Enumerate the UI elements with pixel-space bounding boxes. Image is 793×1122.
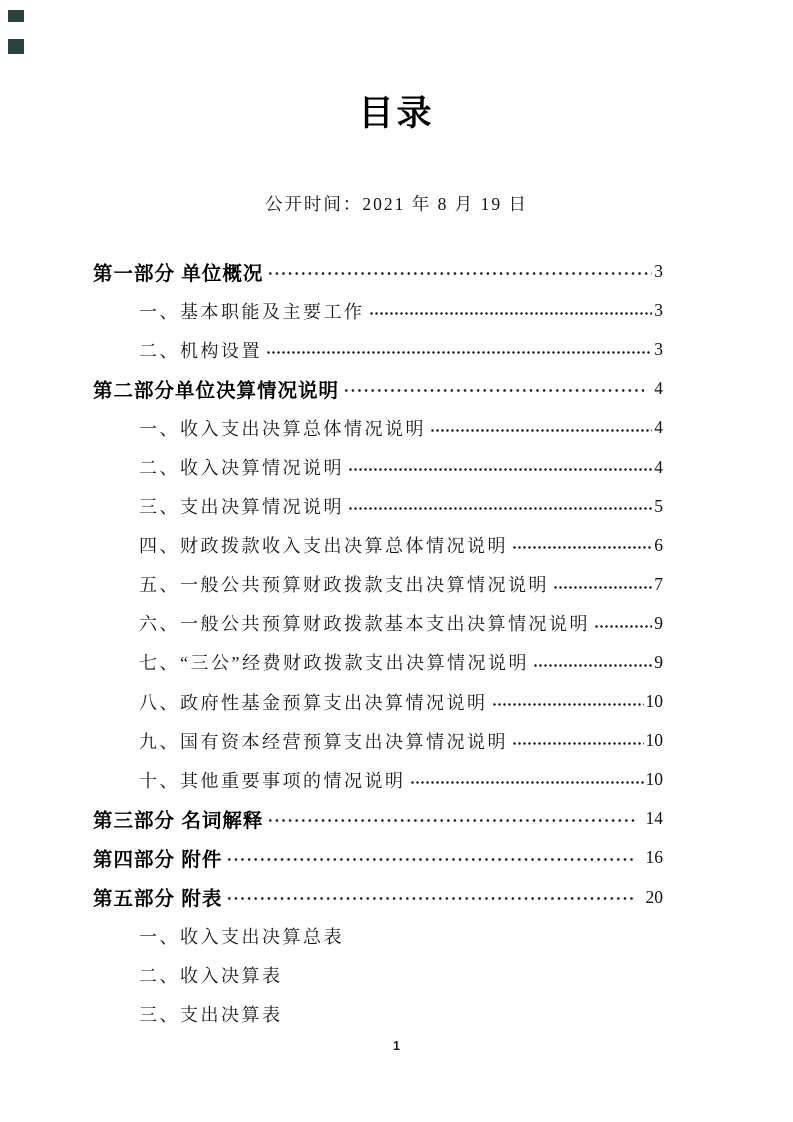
toc-dot-leader <box>593 604 652 643</box>
toc-entry-label: 十、其他重要事项的情况说明 <box>139 770 406 791</box>
toc-entry <box>93 291 663 330</box>
toc-dot-leader <box>532 643 652 682</box>
corner-mark-bottom <box>8 39 24 54</box>
toc-entry-page: 16 <box>645 847 663 868</box>
toc-entry <box>93 330 663 369</box>
toc-dot-leader <box>342 369 644 408</box>
toc-entry-page: 3 <box>654 261 663 282</box>
toc-entry <box>93 604 663 643</box>
toc-entry-label: 第五部分 附表 <box>93 888 223 911</box>
toc-dot-leader <box>347 447 652 486</box>
toc-entry <box>93 252 663 291</box>
toc-entry-page: 9 <box>654 612 663 633</box>
toc-entry-label: 三、支出决算情况说明 <box>139 497 344 518</box>
corner-mark-top <box>8 10 24 22</box>
toc-entry-page: 6 <box>654 534 663 555</box>
publish-date-line: 公开时间：2021 年 8 月 19 日 <box>264 194 529 214</box>
toc-entry-label: 二、收入决算表 <box>139 966 283 987</box>
toc-entry <box>93 447 663 486</box>
toc-dot-leader <box>429 408 652 447</box>
toc-entry-page: 5 <box>654 495 663 516</box>
toc-entry-label: 三、支出决算表 <box>139 1005 283 1026</box>
toc-entry-page: 14 <box>645 808 663 829</box>
toc-entry-page: 4 <box>654 378 663 399</box>
toc-dot-leader <box>511 721 644 760</box>
toc-entry-page: 10 <box>645 691 663 712</box>
toc-entry-label: 四、财政拨款收入支出决算总体情况说明 <box>139 536 508 557</box>
toc-dot-leader <box>368 291 653 330</box>
toc-entry-label: 九、国有资本经营预算支出决算情况说明 <box>139 731 508 752</box>
table-of-contents <box>93 252 663 1034</box>
toc-entry-page: 3 <box>654 300 663 321</box>
toc-entry <box>93 408 663 447</box>
toc-dot-leader <box>409 760 644 799</box>
toc-entry-label: 一、收入支出决算总体情况说明 <box>139 418 426 439</box>
toc-entry-label: 第三部分 名词解释 <box>93 809 264 832</box>
toc-entry-page: 4 <box>654 417 663 438</box>
toc-dot-leader <box>552 565 652 604</box>
toc-dot-leader <box>225 838 635 877</box>
toc-entry-page: 9 <box>654 651 663 672</box>
toc-dot-leader <box>265 330 652 369</box>
toc-entry-page: 20 <box>645 886 663 907</box>
toc-entry-label: 一、基本职能及主要工作 <box>139 301 365 322</box>
toc-entry <box>93 799 663 838</box>
toc-entry <box>93 682 663 721</box>
toc-entry-label: 一、收入支出决算总表 <box>139 927 344 948</box>
toc-dot-leader <box>347 487 652 526</box>
footer-page-number: 1 <box>393 1039 400 1053</box>
toc-entry-page: 4 <box>654 456 663 477</box>
toc-dot-leader <box>266 252 652 291</box>
toc-entry-label: 第二部分单位决算情况说明 <box>93 379 340 402</box>
toc-entry-label: 七、“三公”经费财政拨款支出决算情况说明 <box>139 653 529 674</box>
toc-entry-label: 二、机构设置 <box>139 340 262 361</box>
toc-entry-page: 7 <box>654 573 663 594</box>
toc-entry <box>93 643 663 682</box>
page-title: 目录 <box>358 94 435 133</box>
toc-entry-page: 10 <box>645 769 663 790</box>
toc-entry-label: 二、收入决算情况说明 <box>139 458 344 479</box>
toc-entry <box>93 956 663 995</box>
toc-entry-label: 八、政府性基金预算支出决算情况说明 <box>139 692 488 713</box>
toc-entry-page: 3 <box>654 339 663 360</box>
toc-entry-label: 第一部分 单位概况 <box>93 262 264 285</box>
toc-entry-label: 六、一般公共预算财政拨款基本支出决算情况说明 <box>139 614 590 635</box>
toc-entry-label: 五、一般公共预算财政拨款支出决算情况说明 <box>139 575 549 596</box>
toc-entry <box>93 526 663 565</box>
toc-dot-leader <box>511 526 652 565</box>
toc-entry-page: 10 <box>645 730 663 751</box>
toc-entry <box>93 369 663 408</box>
toc-dot-leader <box>266 799 635 838</box>
toc-entry <box>93 721 663 760</box>
toc-entry <box>93 995 663 1034</box>
toc-entry <box>93 487 663 526</box>
toc-dot-leader <box>225 878 635 917</box>
toc-entry <box>93 760 663 799</box>
toc-dot-leader <box>491 682 644 721</box>
toc-entry <box>93 917 663 956</box>
toc-entry <box>93 565 663 604</box>
toc-entry <box>93 878 663 917</box>
toc-entry-label: 第四部分 附件 <box>93 848 223 871</box>
toc-entry <box>93 838 663 877</box>
